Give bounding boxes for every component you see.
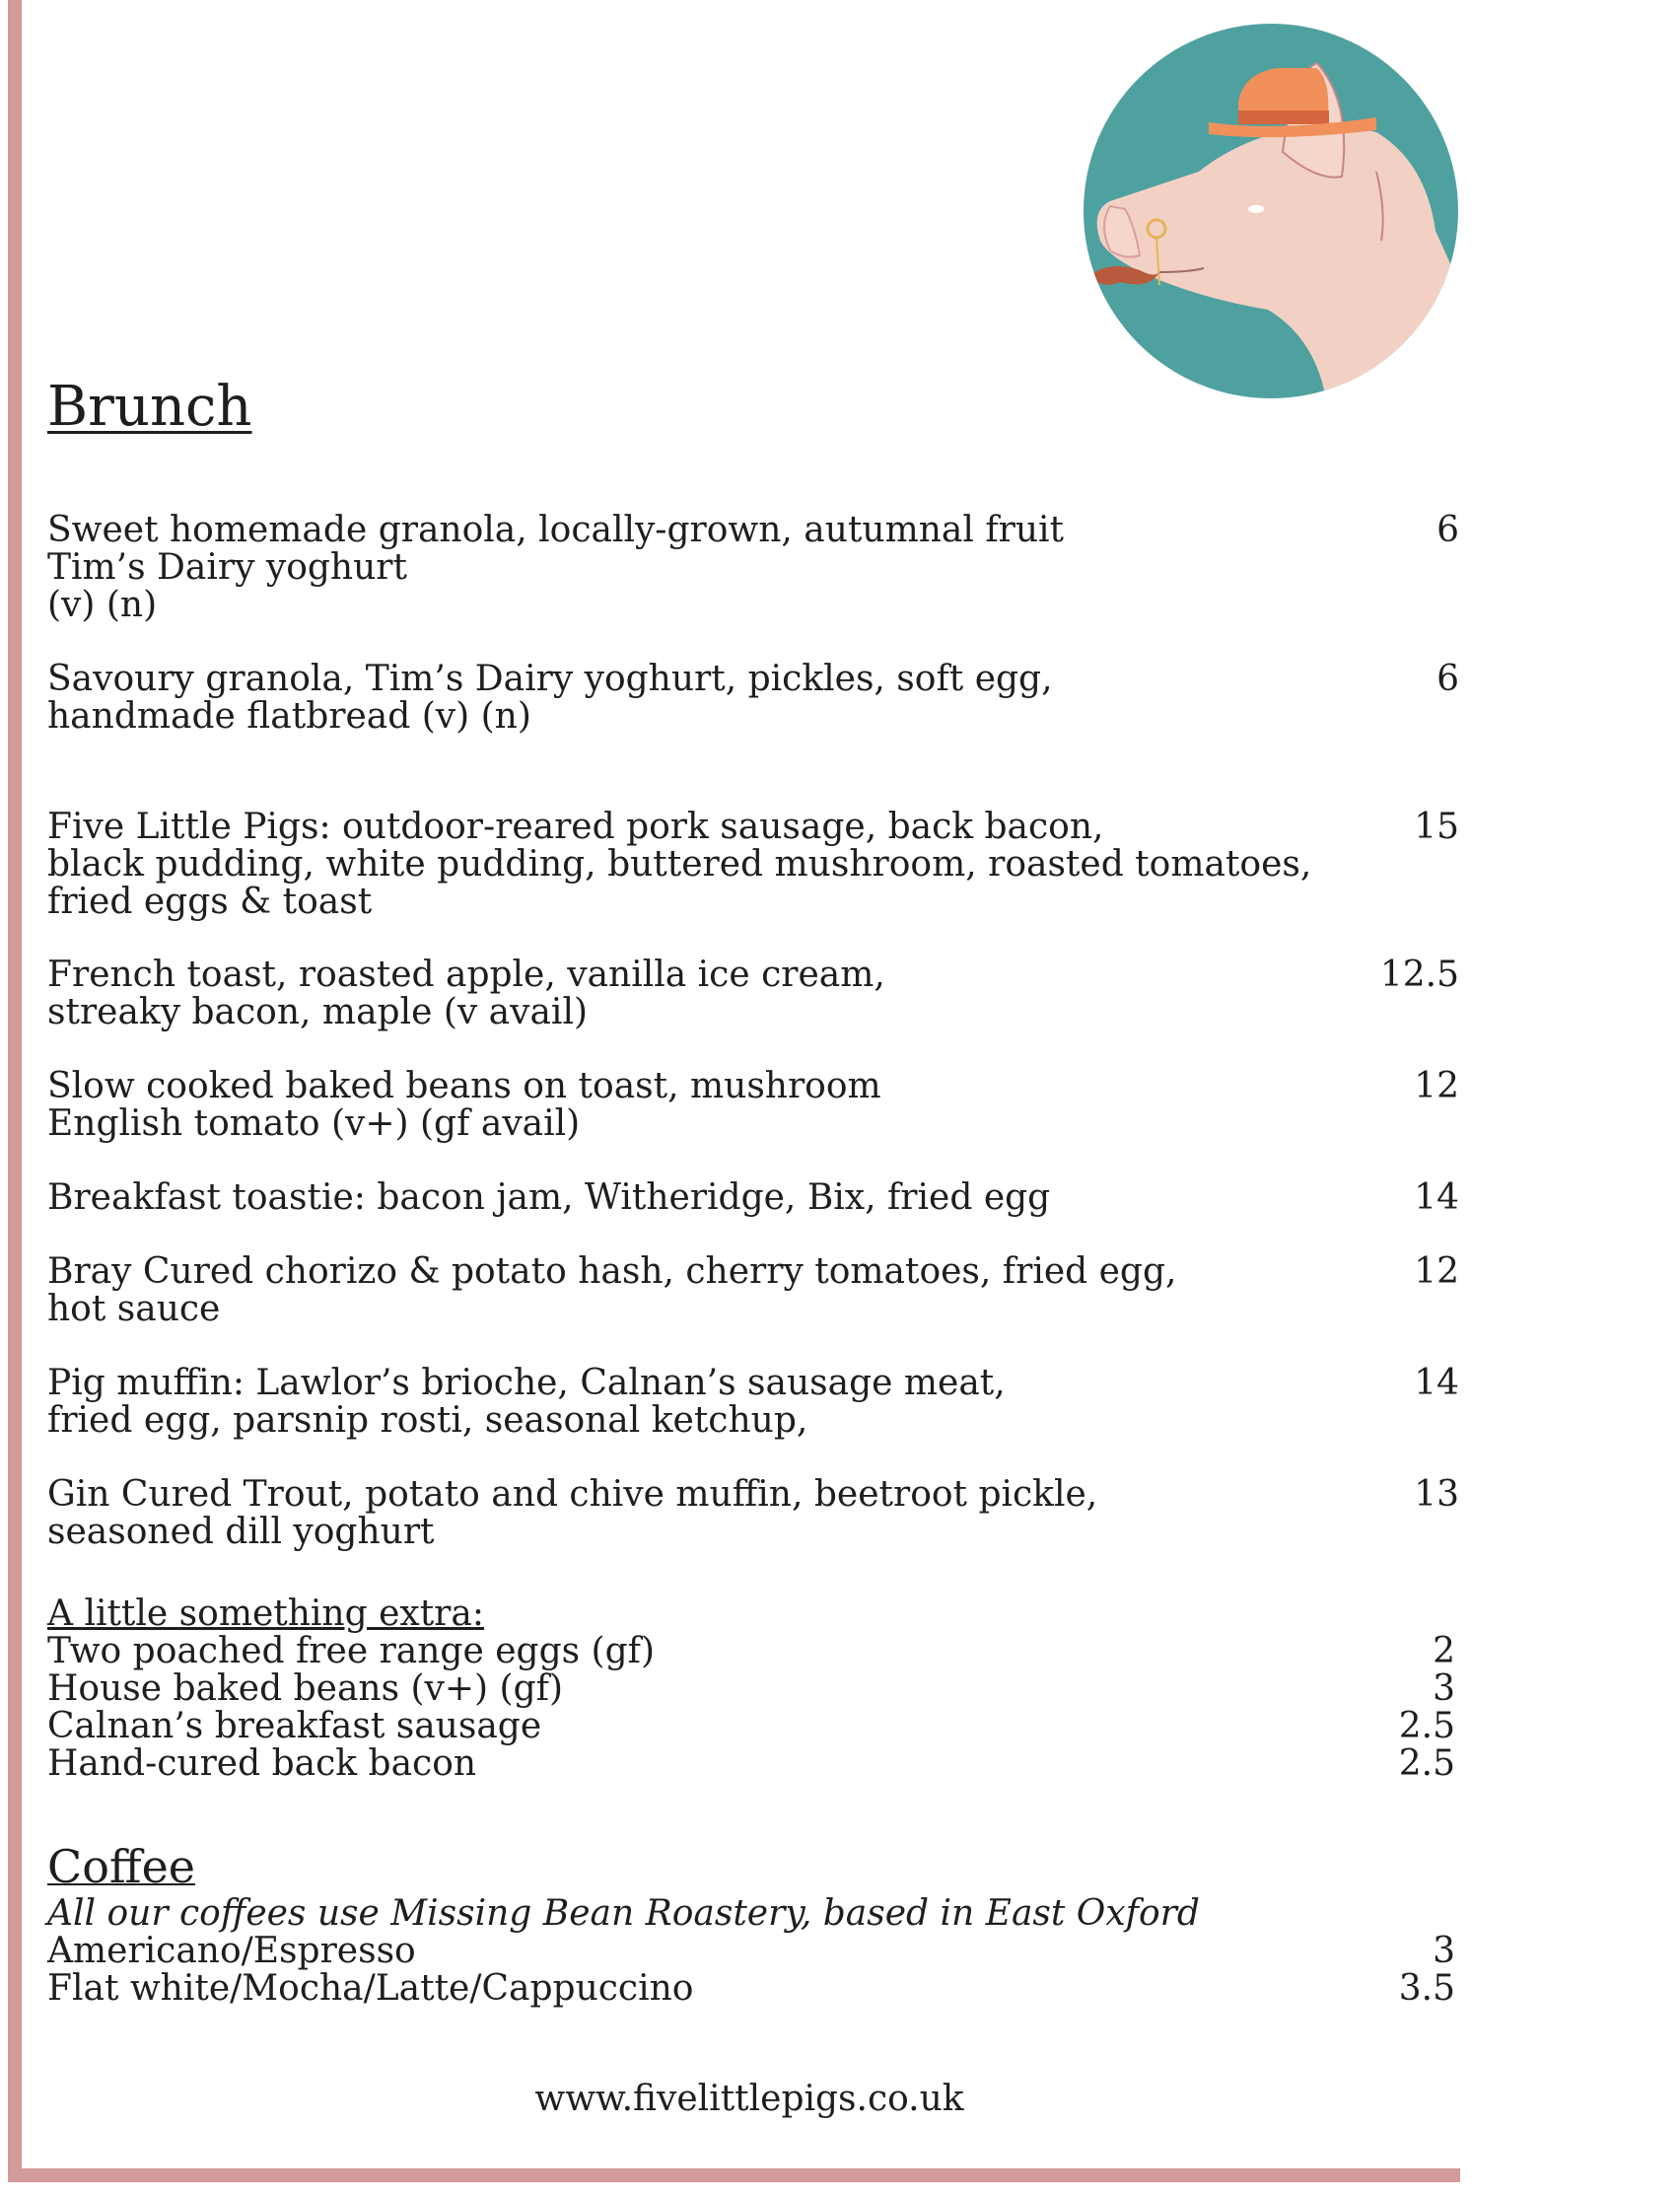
extra-item-price: 2 [1433, 1631, 1455, 1671]
left-border [8, 0, 22, 2182]
menu-item-price: 12 [1414, 1066, 1459, 1106]
extra-item [47, 1708, 1455, 1745]
extra-item-price: 2.5 [1398, 1743, 1455, 1784]
menu-item-description: Five Little Pigs: outdoor-reared pork sausage, back bacon, black pudding, white pudding, buttered mushroom, roasted tomatoes, fried eggs & toast [47, 807, 1312, 922]
extra-item [47, 1670, 1455, 1708]
coffee-item-price: 3.5 [1398, 1968, 1455, 2009]
extra-item-label: House baked beans (v+) (gf) [47, 1668, 564, 1709]
menu-item-price: 6 [1436, 659, 1459, 699]
extras-title: A little something extra: [47, 1593, 484, 1634]
extra-item-price: 2.5 [1398, 1706, 1455, 1746]
menu-item-description: Savoury granola, Tim’s Dairy yoghurt, pickles, soft egg, handmade flatbread (v) (n) [47, 659, 1053, 737]
menu-item-description: Sweet homemade granola, locally-grown, autumnal fruit Tim’s Dairy yoghurt (v) (n) [47, 510, 1065, 625]
extra-item-label: Two poached free range eggs (gf) [47, 1631, 655, 1671]
pig-with-hat-icon [1081, 14, 1462, 405]
coffee-item [47, 1970, 1455, 2008]
extra-item-price: 3 [1433, 1668, 1455, 1709]
menu-item-price: 12.5 [1379, 955, 1459, 995]
menu-item-price: 15 [1414, 807, 1459, 847]
menu-item-price: 14 [1414, 1177, 1459, 1218]
menu-item-price: 14 [1414, 1363, 1459, 1403]
coffee-item-label: Americano/Espresso [47, 1931, 416, 1971]
coffee-item [47, 1933, 1455, 1970]
menu-item-description: Pig muffin: Lawlor’s brioche, Calnan’s sausage meat, fried egg, parsnip rosti, seasonal ketchup, [47, 1363, 1006, 1441]
menu-item-description: Slow cooked baked beans on toast, mushroom English tomato (v+) (gf avail) [47, 1066, 881, 1144]
extra-item-label: Hand-cured back bacon [47, 1743, 477, 1784]
brunch-title: Brunch [47, 375, 252, 439]
coffee-title: Coffee [47, 1840, 196, 1893]
menu-item-price: 6 [1436, 510, 1459, 550]
bottom-border [8, 2168, 1460, 2182]
coffee-item-price: 3 [1433, 1931, 1455, 1971]
extra-item [47, 1745, 1455, 1783]
menu-item-price: 12 [1414, 1251, 1459, 1292]
website-link[interactable]: www.fivelittlepigs.co.uk [534, 2079, 964, 2119]
menu-item-description: Bray Cured chorizo & potato hash, cherry tomatoes, fried egg, hot sauce [47, 1251, 1177, 1329]
menu-item-description: French toast, roasted apple, vanilla ice cream, streaky bacon, maple (v avail) [47, 955, 885, 1032]
extra-item [47, 1633, 1455, 1670]
menu-item-description: Breakfast toastie: bacon jam, Witheridge, Bix, fried egg [47, 1177, 1051, 1218]
menu-item-description: Gin Cured Trout, potato and chive muffin, beetroot pickle, seasoned dill yoghurt [47, 1474, 1098, 1552]
menu-item-price: 13 [1414, 1474, 1459, 1515]
coffee-item-label: Flat white/Mocha/Latte/Cappuccino [47, 1968, 694, 2009]
extra-item-label: Calnan’s breakfast sausage [47, 1706, 542, 1746]
coffee-note: All our coffees use Missing Bean Roastery, based in East Oxford [47, 1893, 1200, 1934]
